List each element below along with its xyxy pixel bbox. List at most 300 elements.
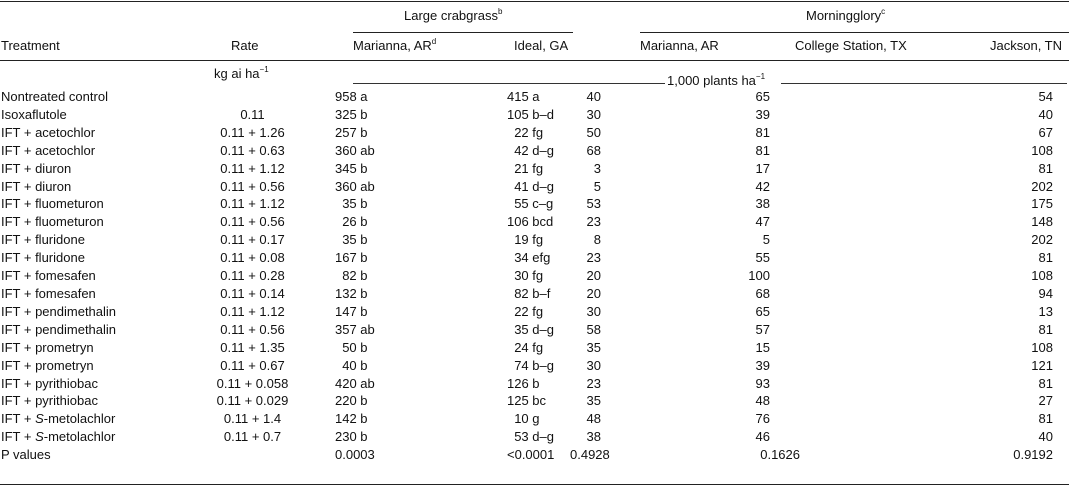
morningglory-label: Morningglory [806, 8, 882, 23]
crabgrass-marianna-cell-text: 345 b [335, 160, 368, 176]
crabgrass-ideal-cell [470, 213, 570, 231]
pvalues-rate-empty [170, 446, 335, 464]
morning-college-cell [715, 267, 915, 285]
morning-jackson-cell-text: 81 [1038, 321, 1053, 337]
morning-marianna-cell [570, 357, 715, 375]
col-crabgrass-ideal-header: Ideal, GA [514, 38, 569, 53]
morningglory-footnote: c [881, 7, 886, 16]
morning-jackson-cell [915, 213, 1069, 231]
morning-marianna-cell-text: 23 [586, 214, 601, 230]
morning-marianna-cell [570, 285, 715, 303]
morning-jackson-cell-text: 27 [1038, 393, 1053, 409]
treatment-cell [0, 267, 170, 285]
rate-cell [170, 178, 335, 196]
crabgrass-ideal-cell [470, 231, 570, 249]
crabgrass-ideal-cell-text: 105 b–d [507, 106, 554, 122]
treatment-cell-text: IFT + prometryn [1, 339, 94, 355]
morning-college-cell-text: 47 [755, 214, 770, 230]
crabgrass-marianna-cell [335, 375, 470, 393]
table-row [0, 231, 1069, 249]
morning-marianna-cell [570, 142, 715, 160]
table-row [0, 428, 1069, 446]
morning-college-cell [715, 249, 915, 267]
treatment-cell [0, 428, 170, 446]
crabgrass-marianna-cell [335, 178, 470, 196]
morning-marianna-cell [570, 213, 715, 231]
treatment-cell-text: IFT + prometryn [1, 357, 94, 373]
treatment-cell [0, 321, 170, 339]
morning-college-cell [715, 375, 915, 393]
rate-cell [170, 410, 335, 428]
morning-marianna-cell-text: 68 [586, 142, 601, 158]
crabgrass-marianna-cell-text: 230 b [335, 429, 368, 445]
crabgrass-marianna-cell-text: 257 b [335, 124, 368, 140]
crabgrass-ideal-cell-text: 53 d–g [514, 429, 554, 445]
crabgrass-ideal-cell-text: 74 b–g [514, 357, 554, 373]
morning-college-cell-text: 55 [755, 250, 770, 266]
table-row [0, 285, 1069, 303]
morning-college-cell [715, 178, 915, 196]
crabgrass-ideal-cell [470, 88, 570, 106]
treatment-cell-text: IFT + fomesafen [1, 268, 96, 284]
morning-marianna-cell-text: 5 [593, 178, 601, 194]
crabgrass-marianna-cell [335, 213, 470, 231]
rate-cell-text: 0.11 + 1.12 [220, 160, 285, 176]
pvalues-row [0, 446, 1069, 464]
morningglory-group-header [806, 8, 885, 23]
morning-marianna-cell-text: 40 [586, 89, 601, 104]
table-row [0, 392, 1069, 410]
crabgrass-ideal-cell-text: 35 d–g [514, 321, 554, 337]
rate-unit-exponent: −1 [259, 65, 269, 74]
table-row [0, 160, 1069, 178]
morning-college-cell-text: 65 [755, 89, 770, 104]
table-body [0, 88, 1069, 464]
table-row [0, 267, 1069, 285]
treatment-cell [0, 178, 170, 196]
table-row [0, 142, 1069, 160]
crabgrass-marianna-cell-text: 35 b [342, 232, 368, 248]
treatment-cell-text: IFT + pyrithiobac [1, 393, 98, 409]
bottom-rule [0, 484, 1069, 485]
morning-college-cell-text: 48 [755, 393, 770, 409]
morning-marianna-cell-text: 23 [586, 375, 601, 391]
treatment-cell [0, 195, 170, 213]
rate-cell-text: 0.11 + 0.63 [220, 142, 285, 158]
crabgrass-group-rule [353, 32, 573, 33]
morning-marianna-cell-text: 58 [586, 321, 601, 337]
crabgrass-ideal-cell [470, 392, 570, 410]
rate-cell [170, 267, 335, 285]
treatment-cell [0, 88, 170, 106]
marianna-footnote: d [431, 37, 437, 46]
morning-college-cell-text: 65 [755, 303, 770, 319]
morning-marianna-cell [570, 303, 715, 321]
rate-cell-text: 0.11 + 1.4 [223, 411, 282, 427]
col-rate-header: Rate [231, 38, 259, 53]
crabgrass-marianna-cell [335, 410, 470, 428]
treatment-cell-text: IFT + acetochlor [1, 142, 96, 158]
rate-cell [170, 392, 335, 410]
data-table [0, 88, 1069, 464]
crabgrass-ideal-cell-text: 21 fg [514, 160, 544, 176]
morning-jackson-cell-text: 40 [1038, 429, 1053, 445]
crabgrass-ideal-cell [470, 160, 570, 178]
crabgrass-ideal-cell-text: 19 fg [514, 232, 544, 248]
morning-marianna-cell-text: 30 [586, 106, 601, 122]
rate-cell-text: 0.11 + 1.12 [220, 196, 285, 212]
rate-cell-text: 0.11 + 0.7 [223, 429, 282, 445]
morning-college-cell-text: 17 [755, 160, 770, 176]
rate-cell [170, 124, 335, 142]
treatment-cell [0, 392, 170, 410]
morning-college-cell [715, 339, 915, 357]
morning-college-cell-text: 39 [755, 106, 770, 122]
rate-cell [170, 142, 335, 160]
table-row [0, 249, 1069, 267]
crabgrass-ideal-cell [470, 285, 570, 303]
crabgrass-footnote: b [497, 7, 503, 16]
morning-jackson-cell [915, 178, 1069, 196]
morning-jackson-cell [915, 88, 1069, 106]
table-row [0, 321, 1069, 339]
treatment-cell-text: IFT + fomesafen [1, 285, 96, 301]
morning-marianna-cell [570, 124, 715, 142]
col-crabgrass-marianna-header [353, 38, 436, 53]
crabgrass-ideal-cell [470, 124, 570, 142]
crabgrass-marianna-cell [335, 160, 470, 178]
table-row [0, 106, 1069, 124]
morning-marianna-cell-text: 35 [586, 339, 601, 355]
morning-college-cell-text: 5 [762, 232, 770, 248]
morning-college-cell [715, 160, 915, 178]
treatment-cell-text: IFT + fluometuron [1, 214, 104, 230]
morning-college-cell [715, 285, 915, 303]
morning-jackson-cell-text: 81 [1038, 411, 1053, 427]
morning-marianna-cell-text: 20 [586, 285, 601, 301]
density-unit-exponent: −1 [755, 72, 766, 81]
crabgrass-ideal-cell-text: 42 d–g [514, 142, 554, 158]
morning-jackson-cell [915, 142, 1069, 160]
treatment-cell [0, 285, 170, 303]
morning-college-cell-text: 68 [755, 285, 770, 301]
pvalue-crabgrass-marianna [335, 446, 470, 464]
col-morning-college-header: College Station, TX [795, 38, 907, 53]
treatment-cell-text: Nontreated control [1, 89, 108, 104]
rate-cell-text: 0.11 + 1.12 [220, 303, 285, 319]
morning-marianna-cell [570, 410, 715, 428]
treatment-cell [0, 303, 170, 321]
morning-college-cell-text: 81 [755, 124, 770, 140]
morning-college-cell [715, 124, 915, 142]
crabgrass-ideal-cell-text: 22 fg [514, 124, 544, 140]
morning-college-cell-text: 76 [755, 411, 770, 427]
crabgrass-ideal-cell-text: 415 a [507, 89, 540, 104]
morning-college-cell-text: 93 [755, 375, 770, 391]
crabgrass-marianna-cell [335, 231, 470, 249]
crabgrass-ideal-cell-text: 30 fg [514, 268, 544, 284]
rate-cell [170, 106, 335, 124]
crabgrass-ideal-cell-text: 126 b [507, 375, 540, 391]
crabgrass-marianna-cell [335, 321, 470, 339]
morning-marianna-cell-text: 53 [586, 196, 601, 212]
morning-college-cell-text: 42 [755, 178, 770, 194]
morning-marianna-cell-text: 30 [586, 357, 601, 373]
morning-marianna-cell [570, 375, 715, 393]
morning-marianna-cell-text: 48 [586, 411, 601, 427]
rate-cell-text: 0.11 + 0.08 [220, 250, 285, 266]
rate-cell [170, 213, 335, 231]
morning-jackson-cell-text: 202 [1031, 178, 1053, 194]
rate-cell [170, 339, 335, 357]
morning-jackson-cell [915, 357, 1069, 375]
morning-jackson-cell-text: 54 [1038, 89, 1053, 104]
rate-cell [170, 303, 335, 321]
crabgrass-marianna-cell [335, 267, 470, 285]
morning-college-cell [715, 357, 915, 375]
rate-cell-text: 0.11 + 0.56 [220, 321, 285, 337]
rate-cell-text: 0.11 + 1.26 [220, 124, 285, 140]
morning-college-cell-text: 15 [755, 339, 770, 355]
crabgrass-ideal-cell-text: 24 fg [514, 339, 544, 355]
morning-jackson-cell [915, 392, 1069, 410]
crabgrass-ideal-cell [470, 357, 570, 375]
density-unit-label [665, 73, 767, 88]
rate-cell [170, 285, 335, 303]
morning-jackson-cell-text: 202 [1031, 232, 1053, 248]
table-row [0, 124, 1069, 142]
crabgrass-marianna-cell-text: 357 ab [335, 321, 375, 337]
morning-marianna-cell [570, 160, 715, 178]
morning-jackson-cell [915, 124, 1069, 142]
italic-s: S [35, 429, 44, 445]
morning-marianna-cell [570, 392, 715, 410]
crabgrass-marianna-cell-text: 958 a [335, 89, 368, 104]
crabgrass-ideal-cell-text: 82 b–f [514, 285, 551, 301]
crabgrass-ideal-cell [470, 321, 570, 339]
table-row [0, 303, 1069, 321]
treatment-cell [0, 213, 170, 231]
pvalue-morning-jackson [915, 446, 1069, 464]
crabgrass-marianna-cell-text: 167 b [335, 250, 368, 266]
crabgrass-marianna-cell [335, 285, 470, 303]
pvalue-crabgrass-marianna-text: 0.0003 [335, 447, 375, 463]
rate-cell-text: 0.11 + 0.17 [220, 232, 285, 248]
italic-s: S [35, 411, 44, 427]
crabgrass-marianna-cell-text: 82 b [342, 268, 368, 284]
morning-college-cell [715, 303, 915, 321]
morning-jackson-cell-text: 94 [1038, 285, 1053, 301]
morning-jackson-cell-text: 81 [1038, 375, 1053, 391]
treatment-cell-text: IFT + pyrithiobac [1, 375, 98, 391]
morning-jackson-cell-text: 13 [1038, 303, 1053, 319]
morning-marianna-cell-text: 35 [586, 393, 601, 409]
morning-marianna-cell [570, 428, 715, 446]
crabgrass-marianna-cell-text: 325 b [335, 106, 368, 122]
rate-cell-text: 0.11 + 1.35 [220, 339, 285, 355]
treatment-cell-text: IFT + pendimethalin [1, 303, 117, 319]
crabgrass-ideal-cell-text: 41 d–g [514, 178, 554, 194]
table-row [0, 178, 1069, 196]
morning-college-cell-text: 38 [755, 196, 770, 212]
pvalue-crabgrass-ideal-text: <0.0001 [507, 447, 555, 463]
morning-jackson-cell [915, 195, 1069, 213]
rate-cell-text: 0.11 [240, 106, 265, 122]
crabgrass-marianna-cell [335, 357, 470, 375]
morning-jackson-cell [915, 339, 1069, 357]
crabgrass-marianna-cell-text: 40 b [342, 357, 368, 373]
crabgrass-marianna-cell [335, 106, 470, 124]
morning-college-cell [715, 195, 915, 213]
morningglory-group-rule [640, 32, 1069, 33]
crabgrass-marianna-label: Marianna, AR [353, 38, 432, 53]
treatment-cell-text: IFT + S-metolachlor [1, 429, 116, 445]
table-row [0, 375, 1069, 393]
morning-jackson-cell [915, 160, 1069, 178]
crabgrass-ideal-cell-text: 106 bcd [507, 214, 554, 230]
treatment-cell [0, 106, 170, 124]
crabgrass-ideal-cell [470, 339, 570, 357]
treatment-cell-text: IFT + pendimethalin [1, 321, 117, 337]
morning-marianna-cell-text: 30 [586, 303, 601, 319]
crabgrass-marianna-cell [335, 249, 470, 267]
crabgrass-marianna-cell-text: 147 b [335, 303, 368, 319]
morning-jackson-cell-text: 175 [1031, 196, 1053, 212]
morning-jackson-cell [915, 106, 1069, 124]
density-unit-line-left [353, 83, 665, 84]
crabgrass-marianna-cell-text: 360 ab [335, 142, 375, 158]
crabgrass-marianna-cell-text: 50 b [342, 339, 368, 355]
morning-marianna-cell [570, 231, 715, 249]
crabgrass-marianna-cell [335, 195, 470, 213]
crabgrass-marianna-cell-text: 142 b [335, 411, 368, 427]
morning-marianna-cell-text: 38 [586, 429, 601, 445]
rate-cell [170, 428, 335, 446]
treatment-cell [0, 249, 170, 267]
pvalue-morning-college-text: 0.1626 [760, 447, 800, 463]
crabgrass-ideal-cell [470, 303, 570, 321]
rate-cell [170, 375, 335, 393]
morning-college-cell [715, 321, 915, 339]
crabgrass-marianna-cell [335, 428, 470, 446]
treatment-cell [0, 375, 170, 393]
crabgrass-marianna-cell [335, 124, 470, 142]
rate-cell [170, 195, 335, 213]
density-unit-span [353, 72, 1067, 88]
density-unit-line-right [781, 83, 1067, 84]
morning-jackson-cell [915, 321, 1069, 339]
morning-marianna-cell-text: 20 [586, 268, 601, 284]
rate-cell-text: 0.11 + 0.058 [216, 375, 289, 391]
crabgrass-marianna-cell [335, 88, 470, 106]
morning-marianna-cell-text: 50 [586, 124, 601, 140]
rate-cell-text: 0.11 + 0.56 [220, 178, 285, 194]
crabgrass-ideal-cell-text: 55 c–g [514, 196, 554, 212]
pvalue-morning-college [715, 446, 915, 464]
table-row [0, 195, 1069, 213]
morning-marianna-cell [570, 267, 715, 285]
crabgrass-marianna-cell-text: 35 b [342, 196, 368, 212]
rate-cell [170, 231, 335, 249]
morning-jackson-cell [915, 375, 1069, 393]
morning-jackson-cell [915, 249, 1069, 267]
table-row [0, 410, 1069, 428]
treatment-cell-text: Isoxaflutole [1, 106, 67, 122]
morning-college-cell [715, 106, 915, 124]
treatment-cell [0, 339, 170, 357]
table-row [0, 357, 1069, 375]
col-treatment-header: Treatment [1, 38, 60, 53]
col-morning-jackson-header: Jackson, TN [990, 38, 1063, 53]
rate-cell [170, 88, 335, 106]
crabgrass-ideal-cell [470, 249, 570, 267]
treatment-cell [0, 231, 170, 249]
morning-jackson-cell-text: 81 [1038, 160, 1053, 176]
morning-jackson-cell [915, 285, 1069, 303]
crabgrass-ideal-cell [470, 106, 570, 124]
rate-cell-text: 0.11 + 0.56 [220, 214, 285, 230]
crabgrass-ideal-cell-text: 34 efg [514, 250, 551, 266]
morning-marianna-cell-text: 3 [593, 160, 601, 176]
treatment-cell-text: IFT + acetochlor [1, 124, 96, 140]
crabgrass-ideal-cell-text: 125 bc [507, 393, 547, 409]
crabgrass-ideal-cell [470, 178, 570, 196]
crabgrass-ideal-cell [470, 375, 570, 393]
pvalue-morning-marianna [570, 446, 715, 464]
treatment-cell-text: IFT + S-metolachlor [1, 411, 116, 427]
morning-marianna-cell [570, 321, 715, 339]
treatment-cell-text: IFT + fluridone [1, 250, 85, 266]
pvalues-label-text: P values [1, 447, 51, 463]
morning-jackson-cell [915, 428, 1069, 446]
pvalues-label [0, 446, 170, 464]
crabgrass-ideal-cell [470, 428, 570, 446]
treatment-cell-text: IFT + fluometuron [1, 196, 104, 212]
morning-jackson-cell [915, 267, 1069, 285]
crabgrass-marianna-cell-text: 132 b [335, 285, 368, 301]
rate-cell [170, 249, 335, 267]
morning-college-cell-text: 100 [748, 268, 770, 284]
morning-marianna-cell [570, 339, 715, 357]
crabgrass-marianna-cell [335, 392, 470, 410]
crabgrass-marianna-cell [335, 303, 470, 321]
morning-jackson-cell-text: 108 [1031, 268, 1053, 284]
crabgrass-ideal-cell [470, 195, 570, 213]
treatment-cell-text: IFT + diuron [1, 178, 72, 194]
top-rule [0, 1, 1069, 2]
morning-jackson-cell [915, 303, 1069, 321]
table-row [0, 213, 1069, 231]
morning-jackson-cell [915, 231, 1069, 249]
rate-unit [214, 66, 269, 81]
treatment-cell [0, 160, 170, 178]
crabgrass-group-header [404, 8, 502, 23]
morning-marianna-cell [570, 106, 715, 124]
treatment-cell [0, 124, 170, 142]
morning-jackson-cell-text: 40 [1038, 106, 1053, 122]
morning-college-cell-text: 81 [755, 142, 770, 158]
morning-jackson-cell-text: 108 [1031, 142, 1053, 158]
morning-jackson-cell-text: 121 [1031, 357, 1053, 373]
rate-cell-text: 0.11 + 0.029 [216, 393, 289, 409]
treatment-cell [0, 410, 170, 428]
treatment-cell-text: IFT + diuron [1, 160, 72, 176]
crabgrass-ideal-cell [470, 267, 570, 285]
morning-jackson-cell [915, 410, 1069, 428]
morning-college-cell [715, 410, 915, 428]
morning-college-cell [715, 428, 915, 446]
morning-jackson-cell-text: 67 [1038, 124, 1053, 140]
